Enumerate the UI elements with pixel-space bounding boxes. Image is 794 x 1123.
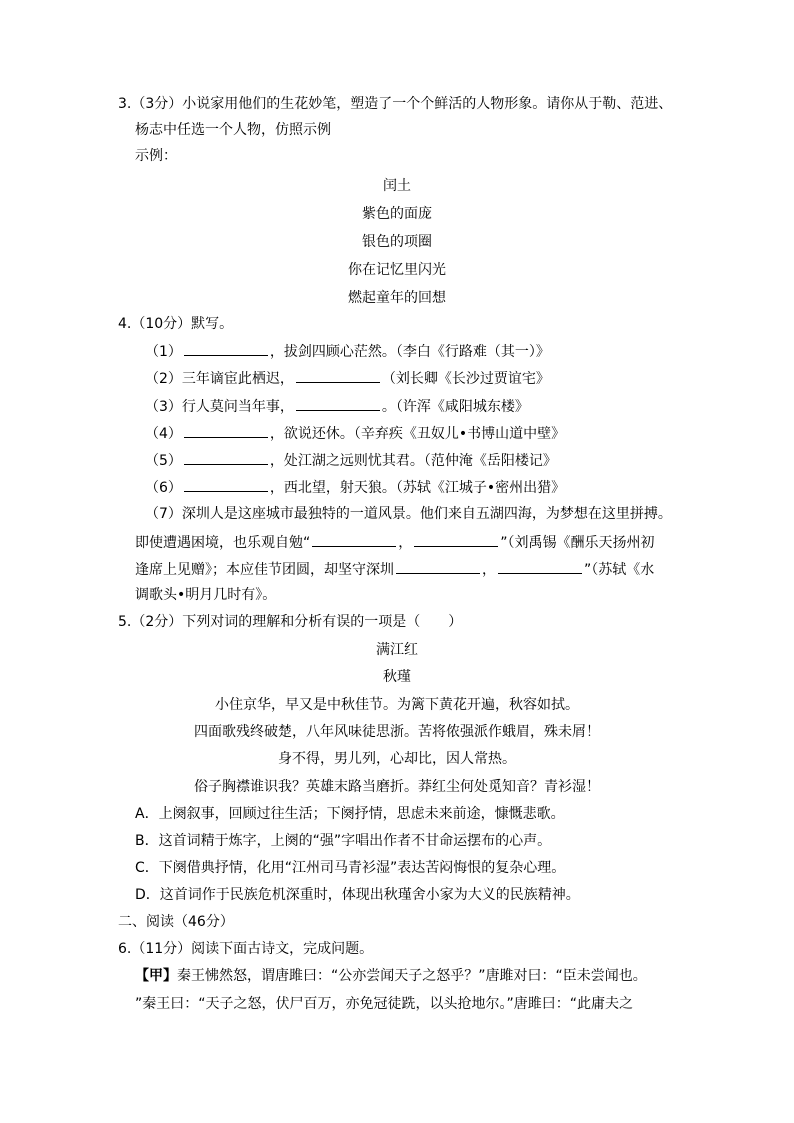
q4-item-2 (145, 368, 550, 388)
answer-blank[interactable] (184, 477, 268, 492)
q4-item-7-line1: （7）深圳人是这座城市最独特的一道风景。他们来自五湖四海，为梦想在这里拼搏。 (145, 506, 672, 522)
answer-blank[interactable] (184, 423, 268, 438)
poem-author: 秋瑾 (383, 669, 411, 685)
item-prefix: （5） (145, 453, 182, 469)
item-prefix: （2）三年谪宦此栖迟， (145, 371, 294, 387)
item-text: ， (398, 535, 413, 551)
answer-blank[interactable] (414, 532, 498, 547)
q4-item-3 (145, 396, 529, 416)
section-heading: 二、阅读（46分） (118, 914, 234, 930)
item-prefix: （3）行人莫问当年事， (145, 399, 294, 415)
q6-passage-line1 (135, 967, 647, 985)
poem-line: 身不得，男儿列，心却比，因人常热。 (278, 751, 516, 767)
q3-example-label: 示例： (135, 148, 177, 164)
item-text: ”（刘禹锡《酬乐天扬州初 (500, 535, 655, 551)
poem-line: 小住京华，早又是中秋佳节。为篱下黄花开遍，秋容如拭。 (215, 697, 579, 713)
item-text: ，欲说还休。（辛弃疾《丑奴儿•书博山道中壁》 (269, 426, 566, 442)
answer-blank[interactable] (312, 532, 396, 547)
item-text: （刘长卿《长沙过贾谊宅》 (381, 371, 550, 387)
item-text: ，处江湖之远则忧其君。（范仲淹《岳阳楼记》 (269, 453, 557, 469)
item-prefix: （1） (145, 344, 182, 360)
q3-poem-line: 紫色的面庞 (362, 206, 432, 222)
item-text: 即使遭遇困境，也乐观自勉“ (135, 535, 311, 551)
q4-item-7-line4: 调歌头•明月几时有》。 (135, 587, 277, 603)
option-b[interactable]: B．这首词精于炼字，上阕的“强”字唱出作者不甘命运摆布的心声。 (135, 833, 552, 849)
passage-text: 秦王怫然怒，谓唐雎曰：“公亦尝闻天子之怒乎？”唐雎对曰：“臣未尝闻也。 (177, 968, 647, 984)
answer-blank[interactable] (184, 341, 268, 356)
q4-item-5 (145, 450, 557, 470)
answer-blank[interactable] (296, 396, 380, 411)
passage-label: 【甲】 (135, 968, 177, 984)
q3-poem-line: 你在记忆里闪光 (348, 262, 446, 278)
q3-poem-line: 闰土 (383, 178, 411, 194)
item-text: 逢席上见赠》；本应佳节团圆，却坚守深圳 (135, 562, 394, 578)
q3-poem-line: 燃起童年的回想 (348, 290, 446, 306)
q4-item-7-line2 (135, 532, 655, 552)
q4-title: 4.（10分）默写。 (118, 316, 234, 332)
option-c[interactable]: C．下阕借典抒情，化用“江州司马青衫湿”表达苦闷悔恨的复杂心理。 (135, 860, 566, 876)
item-prefix: （6） (145, 480, 182, 496)
q4-item-6 (145, 477, 565, 497)
q4-item-4 (145, 423, 565, 443)
answer-blank[interactable] (184, 450, 268, 465)
item-text: ”（苏轼《水 (584, 562, 655, 578)
item-text: ，拔剑四顾心茫然。（李白《行路难（其一）》 (269, 344, 550, 360)
q3-poem-line: 银色的项圈 (362, 234, 432, 250)
answer-blank[interactable] (498, 559, 582, 574)
q6-passage-line2: ”秦王曰：“天子之怒，伏尸百万，亦免冠徒跣，以头抢地尔。”唐雎曰：“此庸夫之 (135, 996, 634, 1012)
q3-prompt-line1: 3.（3分）小说家用他们的生花妙笔，塑造了一个个鲜活的人物形象。请你从于勒、范进、 (118, 96, 673, 112)
poem-line: 俗子胸襟谁识我？英雄末路当磨折。莽红尘何处觅知音？青衫湿！ (194, 779, 600, 795)
q6-title: 6.（11分）阅读下面古诗文，完成问题。 (118, 941, 374, 957)
q4-item-1 (145, 341, 550, 361)
answer-blank[interactable] (296, 368, 380, 383)
item-text: ，西北望，射天狼。（苏轼《江城子•密州出猎》 (269, 480, 566, 496)
item-text: 。（许浑《咸阳城东楼》 (381, 399, 529, 415)
q5-title: 5.（2分）下列对词的理解和分析有误的一项是（ ） (118, 614, 463, 630)
option-d[interactable]: D．这首词作于民族危机深重时，体现出秋瑾舍小家为大义的民族精神。 (135, 887, 580, 903)
q3-prompt-line2: 杨志中任选一个人物，仿照示例 (135, 122, 331, 138)
poem-title: 满江红 (376, 642, 418, 658)
poem-line: 四面歌残终破楚，八年风味徒思浙。苦将侬强派作蛾眉，殊未屑！ (194, 724, 600, 740)
answer-blank[interactable] (396, 559, 480, 574)
q4-item-7-line3 (135, 559, 654, 579)
option-a[interactable]: A．上阕叙事，回顾过往生活；下阕抒情，思虑未来前途，慷慨悲歌。 (135, 806, 565, 822)
item-text: ， (482, 562, 496, 578)
item-prefix: （4） (145, 426, 182, 442)
